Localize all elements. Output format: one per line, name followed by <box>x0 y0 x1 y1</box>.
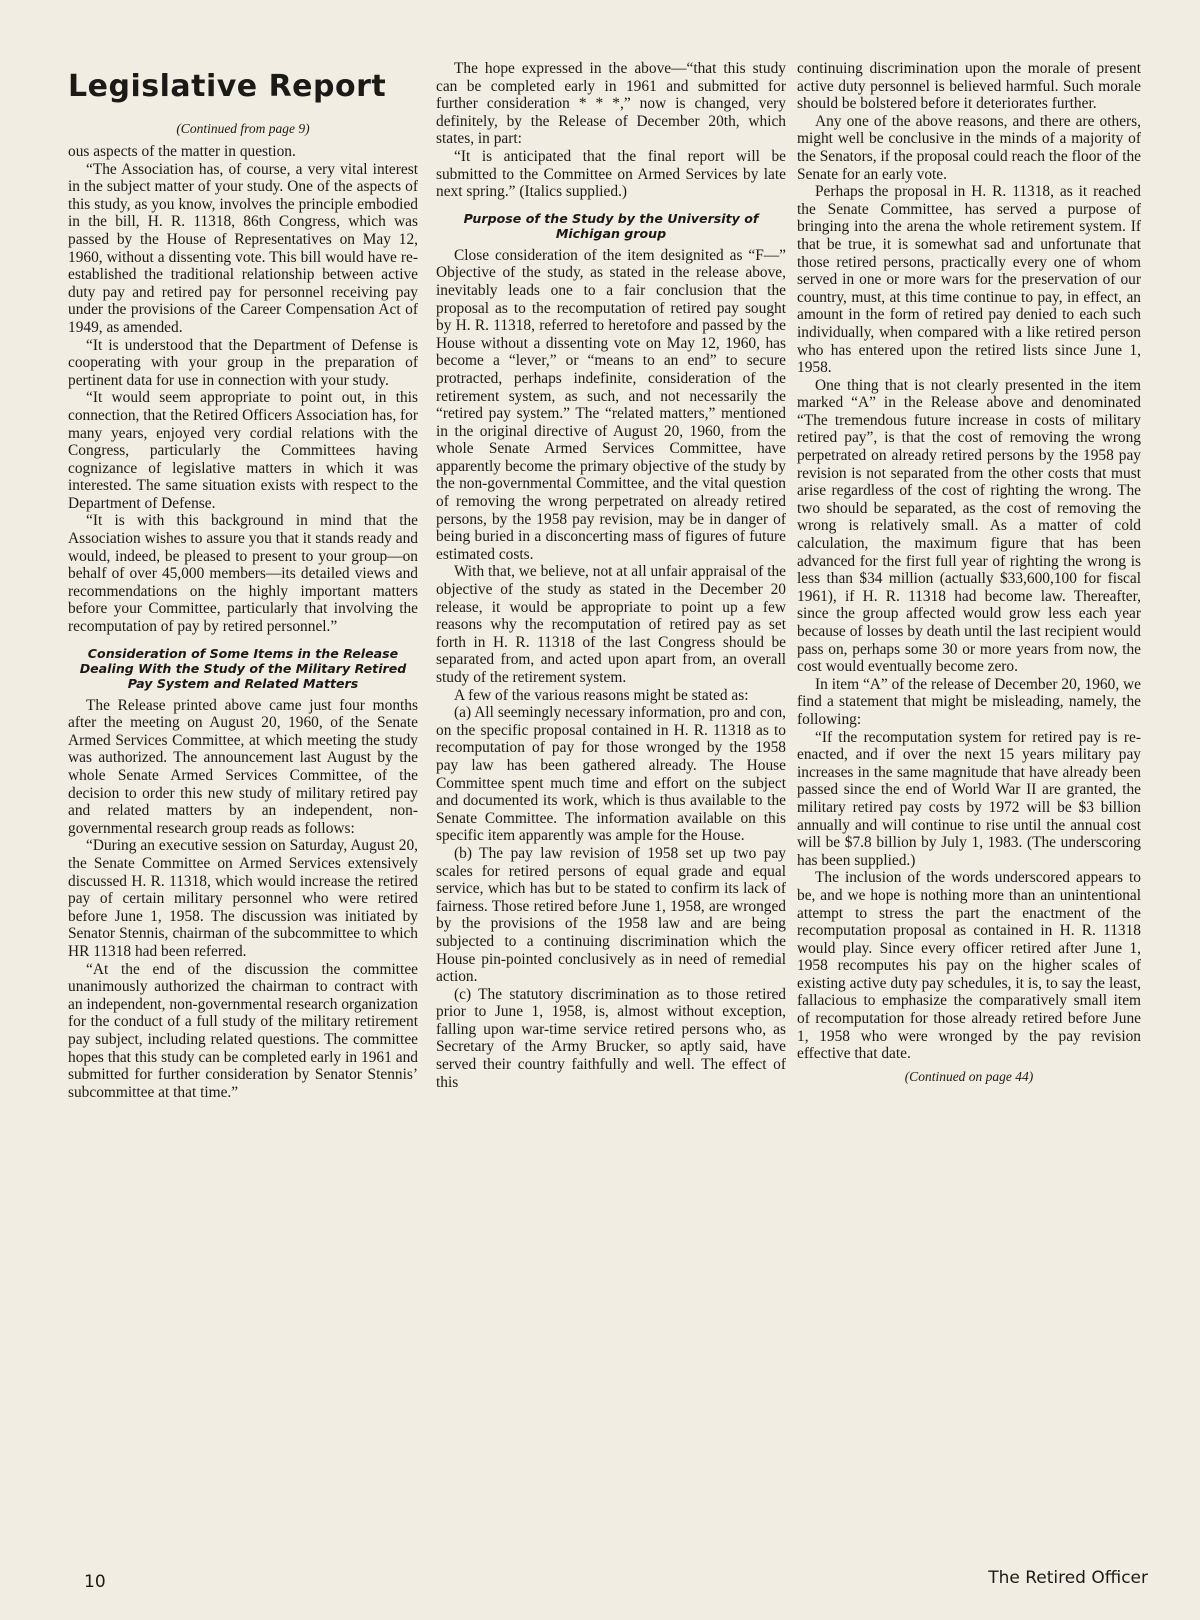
paragraph: continuing discrimination upon the morale of present active duty personnel is believed harmful. Such morale should be bolstered before it deteriorates further. <box>797 60 1141 113</box>
paragraph: “At the end of the discussion the committee unanimously authorized the chairman to contract with an independent, non-governmental research organization for the conduct of a full study of the military retirement pay subject, including related questions. The committee hopes that this study can be completed early in 1961 and submitted for further consideration by Senator Stennis’ subcommittee at that time.” <box>68 960 418 1101</box>
column-3 <box>797 60 1141 1091</box>
paragraph: A few of the various reasons might be stated as: <box>454 686 749 704</box>
section-heading: Consideration of Some Items in the Release Dealing With the Study of the Military Retired Pay System and Related Matters <box>79 645 407 691</box>
page-number: 10 <box>84 1572 106 1592</box>
paragraph: (c) The statutory discrimination as to those retired prior to June 1, 1958, is, almost without exception, falling upon war-time service retired persons who, as Secretary of the Army Brucker, so aptly said, have served their country faithfully and well. The effect of this <box>436 985 786 1091</box>
paragraph: The Release printed above came just four months after the meeting on August 20, 1960, of the Senate Armed Services Committee, at which meeting the study was authorized. The announcement last August by the whole Senate Armed Services Committee, of the decision to order this new study of military retired pay and related matters by an independent, non-governmental research group reads as follows: <box>68 696 418 837</box>
paragraph: (b) The pay law revision of 1958 set up two pay scales for retired persons of equal grade and equal service, which has but to be stated to confirm its lack of fairness. Those retired before June 1, 1958, are wronged by the provisions of the 1958 law and are being subjected to a continuing discrimination which the House pin-pointed conclusively as in need of remedial action. <box>436 844 786 986</box>
paragraph: The inclusion of the words underscored appears to be, and we hope is nothing more than an unintentional attempt to stress the part the enactment of the recomputation proposal as contained in H. R. 11318 would play. Since every officer retired after June 1, 1958 recomputes his pay on the higher scales of existing active duty pay schedules, it is, to say the least, fallacious to emphasize the comparatively small item of recomputation for those already retired before June 1, 1958 who were wronged by the pay revision effective that date. <box>797 869 1141 1063</box>
paragraph: ous aspects of the matter in question. <box>68 143 296 160</box>
article-title: Legislative Report <box>68 69 387 104</box>
paragraph: In item “A” of the release of December 20, 1960, we find a statement that might be misleading, namely, the following: <box>797 675 1141 728</box>
paragraph: Perhaps the proposal in H. R. 11318, as it reached the Senate Committee, has served a purpose of bringing into the arena the whole retirement system. If that be true, it is somewhat sad and unfortunate that those retired persons, practically every one of whom served in one or more wars for the preservation of our country, must, at this time continue to pay, in effect, an amount in the form of retired pay denied to each such individually, when compared with a like retired person who has entered upon the retired lists since June 1, 1958. <box>797 183 1141 377</box>
column-1 <box>68 70 418 1101</box>
paragraph: “It is understood that the Department of Defense is cooperating with your group in the preparation of pertinent data for use in connection with your study. <box>68 336 418 389</box>
paragraph: “It would seem appropriate to point out, in this connection, that the Retired Officers Association has, for many years, enjoyed very cordial relations with the Congress, particularly the Committees having cognizance of legislative matters in which it was interested. The same situation exists with respect to the Department of Defense. <box>68 389 418 512</box>
paragraph: With that, we believe, not at all unfair appraisal of the objective of the study as stated in the December 20 release, it would be appropriate to point up a few reasons why the recomputation of retired pay as set forth in H. R. 11318 of the last Congress should be separated from, and acted upon apart from, an overall study of the retirement system. <box>436 563 786 686</box>
paragraph: “The Association has, of course, a very vital interest in the subject matter of your study. One of the aspects of this study, as you know, involves the principle embodied in the bill, H. R. 11318, 86th Congress, which was passed by the House of Representatives on May 12, 1960, without a dissenting vote. This bill would have re-established the traditional relationship between active duty pay and retired pay for personnel receiving pay under the provisions of the Career Compensation Act of 1949, as amended. <box>68 160 418 336</box>
paragraph: “It is with this background in mind that the Association wishes to assure you that it stands ready and would, indeed, be pleased to present to your group—on behalf of over 45,000 members—its detailed views and recommendations on the highly important matters before your Committee, particularly that involving the recomputation of pay by retired personnel.” <box>68 512 418 636</box>
paragraph: One thing that is not clearly presented in the item marked “A” in the Release above and denominated “The tremendous future increase in costs of military retired pay”, is that the cost of removing the wrong perpetrated on already retired persons by the 1958 pay revision is not separated from the other costs that must arise regardless of the cost of righting the wrong. The two should be separated, as the cost of removing the wrong is relatively small. As a matter of cold calculation, the maximum figure that has been advanced for the first full year of righting the wrong is less than $34 million (actually $33,600,100 for fiscal 1961), if H. R. 11318 had become law. Thereafter, since the group affected would grow less each year because of losses by death until the last recipient would pass on, perhaps some 30 or more years from now, the cost would eventually become zero. <box>797 376 1141 676</box>
continued-from-note: (Continued from page 9) <box>176 121 310 136</box>
magazine-name: The Retired Officer <box>988 1568 1148 1588</box>
paragraph: The hope expressed in the above—“that this study can be completed early in 1961 and submitted for further consideration * * *,” now is changed, very definitely, by the Release of December 20th, which states, in part: <box>436 60 786 148</box>
paragraph: Close consideration of the item designited as “F—” Objective of the study, as stated in the release above, inevitably leads one to a fair conclusion that the proposal as to the recomputation of retired pay sought by H. R. 11318, referred to heretofore and passed by the House without a dissenting vote on May 12, 1960, has become a “lever,” or “means to an end” to secure protracted, perhaps indefinite, consideration of the retirement system, as such, and not necessarily the “retired pay system.” The “related matters,” mentioned in the original directive of August 20, 1960, from the whole Senate Armed Services Committee, have apparently become the primary objective of the study by the non-governmental Committee, and the vital question of removing the wrong perpetrated on already retired persons, by the 1958 pay revision, may be in danger of being buried in a disconcerting mass of figures of future estimated costs. <box>436 246 786 563</box>
continued-on-note: (Continued on page 44) <box>904 1068 1034 1084</box>
paragraph: (a) All seemingly necessary information, pro and con, on the specific proposal contained in H. R. 11318 as to recomputation of pay for those wronged by the 1958 pay law has been gathered already. The House Committee spent much time and effort on the subject and documented its work, which is thus available to the Senate Committee. The information available on this specific item apparently was ample for the House. <box>436 704 786 845</box>
paragraph: Any one of the above reasons, and there are others, might well be conclusive in the minds of a majority of the Senators, if the proposal could reach the floor of the Senate for an early vote. <box>797 112 1141 183</box>
paragraph: “During an executive session on Saturday, August 20, the Senate Committee on Armed Services extensively discussed H. R. 11318, which would increase the retired pay of certain military personnel who were retired before June 1, 1958. The discussion was initiated by Senator Stennis, chairman of the subcommittee to which HR 11318 had been referred. <box>68 837 418 960</box>
paragraph: “If the recomputation system for retired pay is re-enacted, and if over the next 15 years military pay increases in the same magnitude that have already been passed since the end of World War II are granted, the military retired pay costs by 1972 will be $3 billion annually and will continue to rise until the annual cost will be $7.8 billion by July 1, 1983. (The underscoring has been supplied.) <box>797 728 1141 869</box>
section-heading: Purpose of the Study by the University of Michigan group <box>463 210 759 241</box>
column-2 <box>436 60 786 1091</box>
paragraph: “It is anticipated that the final report will be submitted to the Committee on Armed Services by late next spring.” (Italics supplied.) <box>436 147 786 201</box>
